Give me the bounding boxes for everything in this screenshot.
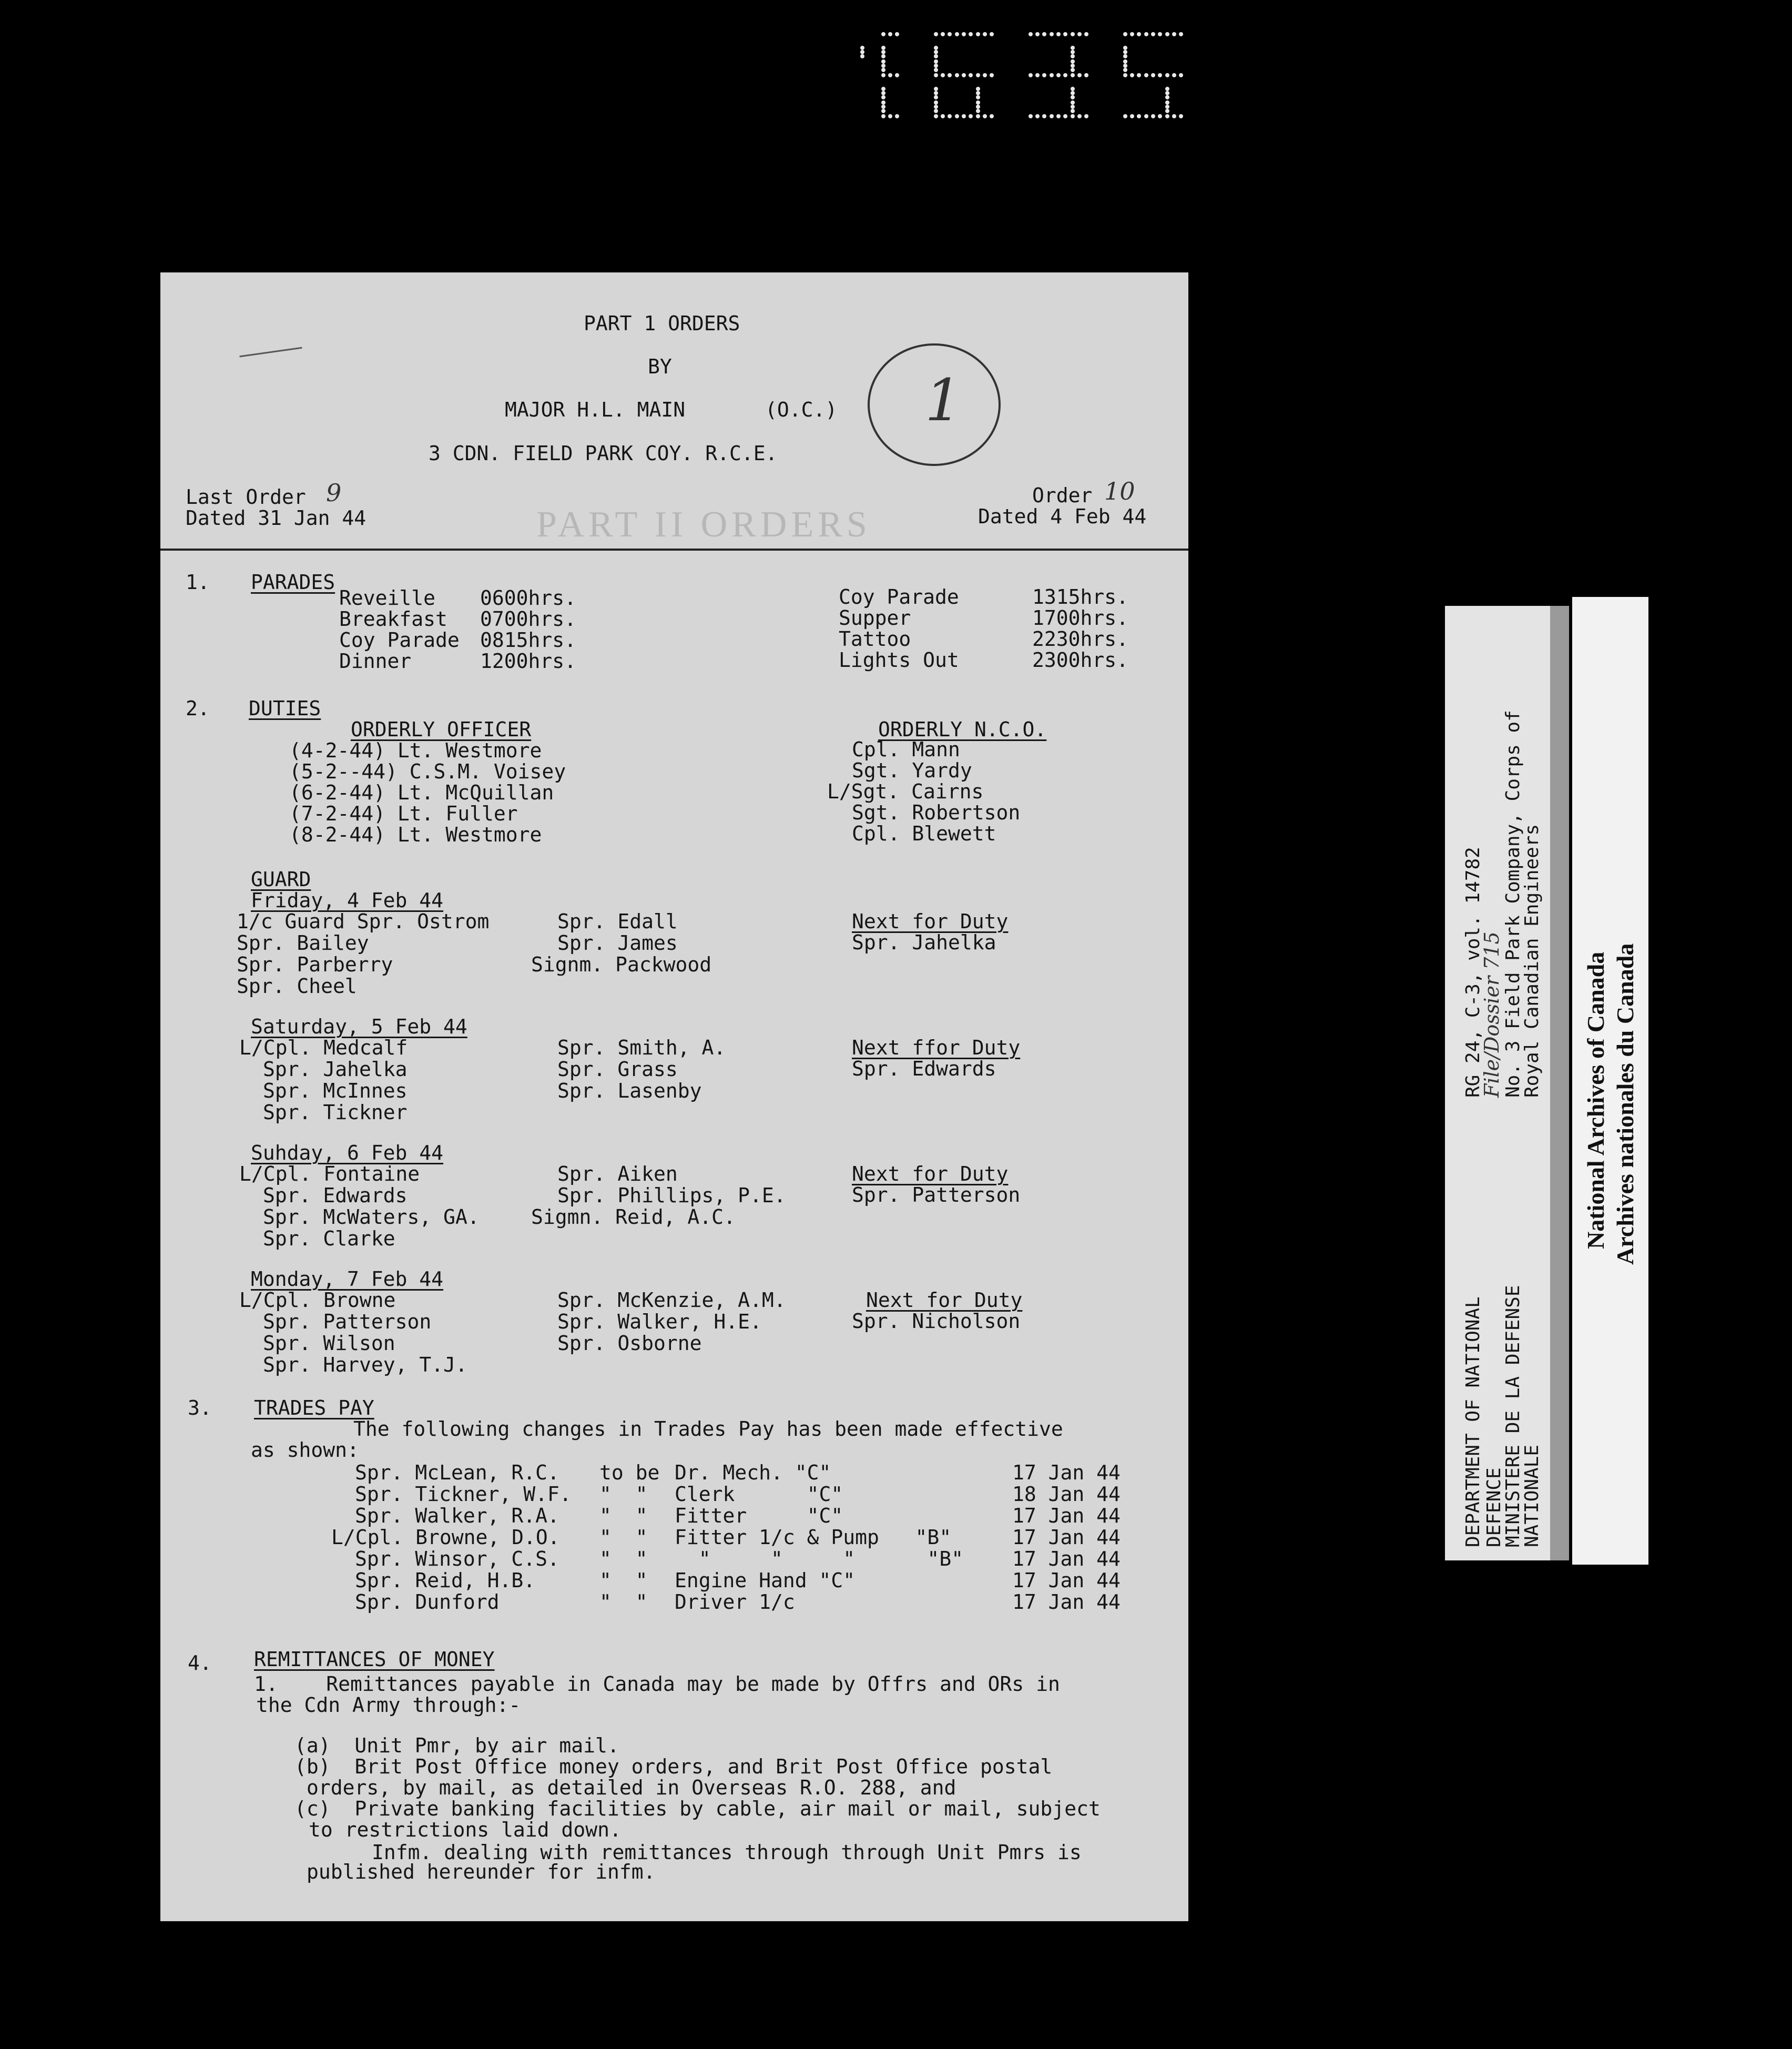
stamp-dot: [1179, 114, 1183, 118]
stamp-dot: [881, 105, 885, 109]
trades-pay-to-be: " ": [599, 1504, 648, 1527]
archives-logo-label: [1572, 597, 1648, 1565]
parade-time: 1700hrs.: [1032, 606, 1129, 630]
stamp-dot: [1144, 114, 1148, 118]
trades-pay-intro: The following changes in Trades Pay has been made effective: [353, 1417, 1063, 1441]
next-for-duty-label: Next for Duty: [852, 910, 1009, 933]
stamp-dot: [1063, 114, 1067, 118]
trades-pay-name: Spr. Winsor, C.S.: [355, 1547, 559, 1570]
trades-pay-name: Spr. McLean, R.C.: [355, 1461, 559, 1484]
parade-time: 1315hrs.: [1032, 585, 1129, 608]
stamp-dot: [1123, 50, 1127, 54]
orderly-nco-entry: Cpl. Blewett: [852, 822, 996, 845]
stamp-dot: [955, 114, 959, 118]
dept-line-4: NATIONALE: [1521, 1444, 1543, 1547]
parade-name: Supper: [839, 606, 911, 630]
orderly-officer-entry: (7-2-44) Lt. Fuller: [289, 802, 518, 825]
next-for-duty-name: Spr. Patterson: [852, 1183, 1021, 1206]
stamp-dot: [1123, 114, 1127, 118]
stamp-dot: [990, 114, 994, 118]
remittances-line: (c) Private banking facilities by cable, air mail or mail, subject: [294, 1797, 1101, 1820]
guard-member: Spr. Grass: [557, 1058, 678, 1081]
last-order-label: Last Order: [186, 485, 306, 509]
guard-member: Spr. Bailey: [237, 931, 369, 955]
next-for-duty-name: Spr. Edwards: [852, 1057, 996, 1080]
guard-member: Spr. McInnes: [263, 1079, 408, 1102]
stamp-dot: [881, 87, 885, 91]
stamp-dot: [1158, 32, 1162, 36]
stamp-dot: [976, 91, 980, 95]
stamp-dot: [1172, 73, 1176, 77]
guard-member: Signm. Packwood: [531, 953, 712, 976]
stamp-dot: [1172, 114, 1176, 118]
stamp-dot: [1123, 64, 1127, 68]
archives-name-fr: Archives nationales du Canada: [1612, 943, 1638, 1265]
trades-pay-trade: " " " "B": [675, 1547, 964, 1570]
stamp-dot: [976, 87, 980, 91]
stamp-dot: [881, 95, 885, 99]
stamp-dot: [1071, 109, 1075, 113]
parades-heading: PARADES: [251, 571, 335, 594]
order-date: Dated 4 Feb 44: [978, 505, 1147, 528]
guard-day-heading: Friday, 4 Feb 44: [251, 889, 444, 912]
pencil-mark: [239, 347, 302, 358]
stamp-dot: [1071, 95, 1075, 99]
stamp-dot: [1137, 73, 1141, 77]
stamp-dot: [881, 68, 885, 72]
stamp-dot: [934, 100, 938, 105]
stamp-dot: [1130, 114, 1134, 118]
trades-pay-trade: Driver 1/c: [675, 1590, 795, 1614]
stamp-dot: [1151, 114, 1155, 118]
trades-pay-trade: Dr. Mech. "C": [675, 1461, 831, 1484]
stamp-dot: [1071, 32, 1075, 36]
order-label: Order: [1032, 484, 1093, 507]
guard-member: Spr. Phillips, P.E.: [557, 1184, 786, 1207]
stamp-dot: [1144, 32, 1148, 36]
stamp-dot: [881, 73, 885, 77]
stamp-dot: [962, 114, 966, 118]
remittances-line: Infm. dealing with remittances through through Unit Pmrs is: [372, 1841, 1082, 1864]
stamp-dot: [895, 73, 899, 77]
stamp-dot: [962, 73, 966, 77]
archive-reference-card: [1445, 606, 1550, 1560]
commanding-officer: MAJOR H.L. MAIN: [505, 398, 686, 421]
parade-time: 0815hrs.: [480, 628, 577, 652]
guard-member: Spr. Aiken: [557, 1162, 678, 1185]
circled-number: 1: [868, 343, 1001, 466]
remittances-line: 1. Remittances payable in Canada may be made by Offrs and ORs in: [254, 1672, 1060, 1696]
stamp-dot: [1042, 73, 1046, 77]
guard-member: Spr. Clarke: [263, 1227, 395, 1250]
dept-line-2: DEFENCE: [1483, 1467, 1505, 1547]
guard-member: Spr. Smith, A.: [557, 1036, 726, 1059]
trades-pay-name: L/Cpl. Browne, D.O.: [331, 1526, 560, 1549]
stamp-dot: [1165, 91, 1169, 95]
stamp-dot: [976, 73, 980, 77]
header-divider: [160, 549, 1188, 551]
stamp-dot: [1056, 32, 1061, 36]
next-for-duty-name: Spr. Jahelka: [852, 931, 996, 954]
stamp-dot: [1165, 73, 1169, 77]
by-line: BY: [648, 355, 672, 378]
stamp-dot: [1056, 114, 1061, 118]
trades-pay-name: Spr. Dunford: [355, 1590, 500, 1614]
trades-pay-to-be: " ": [599, 1483, 648, 1506]
section-number-3: 3.: [188, 1396, 212, 1419]
next-for-duty-label: Next for Duty: [852, 1162, 1009, 1185]
guard-member: Spr. McWaters, GA.: [263, 1205, 480, 1229]
stamp-dot: [1165, 95, 1169, 99]
stamp-dot: [1035, 114, 1040, 118]
guard-member: Spr. Parberry: [237, 953, 393, 976]
stamp-dot: [1050, 73, 1054, 77]
stamp-dot: [983, 73, 987, 77]
remittances-line: the Cdn Army through:-: [256, 1693, 521, 1717]
record-group-ref: RG 24, C-3, vol. 14782: [1462, 847, 1484, 1098]
stamp-dot: [976, 109, 980, 113]
guard-day-heading: Saturday, 5 Feb 44: [251, 1015, 467, 1038]
stamp-dot: [1123, 32, 1127, 36]
stamp-dot: [881, 100, 885, 105]
guard-member: Spr. Tickner: [263, 1101, 408, 1124]
stamp-dot: [934, 95, 938, 99]
guard-heading: GUARD: [251, 868, 311, 891]
stamp-dot: [1137, 32, 1141, 36]
parade-time: 0600hrs.: [480, 586, 577, 610]
parade-time: 1200hrs.: [480, 650, 577, 673]
trades-pay-heading: TRADES PAY: [254, 1396, 374, 1419]
orderly-nco-entry: Sgt. Robertson: [852, 801, 1021, 824]
trades-pay-effective-date: 17 Jan 44: [1012, 1547, 1121, 1570]
guard-day-heading: Suhday, 6 Feb 44: [251, 1141, 444, 1164]
duties-heading: DUTIES: [249, 697, 321, 720]
stamp-dot: [1071, 87, 1075, 91]
stamp-dot: [1050, 32, 1054, 36]
ghost-form-text: PART II ORDERS: [536, 504, 871, 545]
stamp-dot: [860, 50, 864, 54]
stamp-dot: [881, 54, 885, 58]
guard-member: L/Cpl. Fontaine: [239, 1162, 420, 1185]
stamp-dot: [860, 46, 864, 50]
stamp-dot: [1144, 73, 1148, 77]
stamp-dot: [1077, 32, 1082, 36]
section-number-2: 2.: [186, 697, 210, 720]
guard-member: L/Cpl. Browne: [239, 1289, 396, 1312]
parade-time: 2230hrs.: [1032, 627, 1129, 651]
stamp-dot: [1071, 68, 1075, 72]
dept-line-1: DEPARTMENT OF NATIONAL: [1462, 1296, 1484, 1547]
sheet-number-text: [836, 29, 996, 35]
next-for-duty-label: Next ffor Duty: [852, 1036, 1021, 1059]
stamp-dot: [1071, 54, 1075, 58]
document-title: PART 1 ORDERS: [584, 312, 740, 335]
parade-name: Breakfast: [339, 607, 447, 631]
stamp-dot: [1179, 32, 1183, 36]
guard-member: Spr. James: [557, 931, 678, 955]
orderly-nco-entry: L/Sgt. Cairns: [827, 780, 984, 803]
stamp-dot: [888, 114, 892, 118]
stamp-dot: [948, 73, 952, 77]
trades-pay-effective-date: 17 Jan 44: [1012, 1590, 1121, 1614]
archives-name-en: National Archives of Canada: [1582, 951, 1609, 1249]
parade-name: Coy Parade: [339, 628, 460, 652]
last-order-number: 9: [326, 479, 342, 507]
stamp-dot: [934, 59, 938, 64]
guard-member: Spr. Patterson: [263, 1310, 432, 1333]
orderly-officer-entry: (5-2--44) C.S.M. Voisey: [289, 760, 566, 783]
trades-pay-trade: Clerk "C": [675, 1483, 843, 1506]
trades-pay-name: Spr. Tickner, W.F.: [355, 1483, 572, 1506]
stamp-dot: [1165, 32, 1169, 36]
stamp-dot: [976, 95, 980, 99]
trades-pay-to-be: " ": [599, 1569, 648, 1592]
stamp-dot: [990, 73, 994, 77]
stamp-dot: [1071, 114, 1075, 118]
stamp-dot: [934, 54, 938, 58]
orderly-officer-entry: (8-2-44) Lt. Westmore: [289, 823, 542, 846]
stamp-dot: [1063, 32, 1067, 36]
stamp-dot: [1071, 73, 1075, 77]
guard-member: Sigmn. Reid, A.C.: [531, 1205, 736, 1229]
stamp-dot: [976, 100, 980, 105]
stamp-dot: [1071, 64, 1075, 68]
stamp-dot: [934, 91, 938, 95]
stamp-dot: [934, 109, 938, 113]
stamp-dot: [1172, 32, 1176, 36]
stamp-dot: [895, 114, 899, 118]
orderly-nco-entry: Cpl. Mann: [852, 738, 960, 761]
stamp-dot: [941, 114, 945, 118]
stamp-dot: [1056, 73, 1061, 77]
trades-pay-trade: Fitter "C": [675, 1504, 843, 1527]
stamp-dot: [1165, 109, 1169, 113]
orderly-nco-heading: ORDERLY N.C.O.: [878, 718, 1047, 741]
guard-member: Spr. Jahelka: [263, 1058, 408, 1081]
stamp-dot: [1084, 73, 1088, 77]
guard-member: Spr. Lasenby: [557, 1079, 702, 1102]
stamp-dot: [1158, 73, 1162, 77]
stamp-dot: [1071, 100, 1075, 105]
trades-pay-effective-date: 17 Jan 44: [1012, 1504, 1121, 1527]
stamp-dot: [1035, 73, 1040, 77]
parade-name: Lights Out: [839, 648, 959, 672]
stamp-dot: [941, 73, 945, 77]
parade-name: Coy Parade: [839, 585, 959, 608]
stamp-dot: [1123, 59, 1127, 64]
stamp-dot: [881, 114, 885, 118]
stamp-dot: [1077, 73, 1082, 77]
stamp-dot: [934, 64, 938, 68]
stamp-dot: [881, 50, 885, 54]
stamp-dot: [983, 114, 987, 118]
stamp-dot: [1029, 114, 1033, 118]
orderly-officer-entry: (6-2-44) Lt. McQuillan: [289, 781, 554, 804]
guard-member: Spr. Osborne: [557, 1332, 702, 1355]
trades-pay-intro-2: as shown:: [251, 1438, 359, 1462]
last-order-date: Dated 31 Jan 44: [186, 506, 366, 530]
guard-member: Spr. Edall: [557, 910, 678, 933]
stamp-dot: [888, 73, 892, 77]
stamp-dot: [934, 68, 938, 72]
trades-pay-to-be: " ": [599, 1590, 648, 1614]
officer-role: (O.C.): [765, 398, 838, 421]
trades-pay-trade: Engine Hand "C": [675, 1569, 856, 1592]
stamp-dot: [1071, 105, 1075, 109]
stamp-dot: [881, 64, 885, 68]
stamp-dot: [1042, 32, 1046, 36]
stamp-dot: [1158, 114, 1162, 118]
stamp-dot: [1123, 54, 1127, 58]
stamp-dot: [1130, 32, 1134, 36]
stamp-dot: [976, 114, 980, 118]
stamp-dot: [976, 105, 980, 109]
orderly-nco-entry: Sgt. Yardy: [852, 759, 972, 782]
trades-pay-to-be: to be: [599, 1461, 660, 1484]
remittances-line: orders, by mail, as detailed in Overseas R.O. 288, and: [307, 1776, 956, 1799]
remittances-line: to restrictions laid down.: [309, 1818, 622, 1841]
section-number-4: 4.: [188, 1651, 212, 1675]
stamp-dot: [934, 50, 938, 54]
stamp-dot: [1071, 91, 1075, 95]
stamp-dot: [1165, 105, 1169, 109]
stamp-dot: [1123, 46, 1127, 50]
trades-pay-name: Spr. Reid, H.B.: [355, 1569, 536, 1592]
stamp-dot: [881, 46, 885, 50]
guard-member: Spr. Wilson: [263, 1332, 395, 1355]
stamp-dot: [1029, 32, 1033, 36]
stamp-dot: [881, 59, 885, 64]
stamp-dot: [1123, 73, 1127, 77]
file-title-line-1: No. 3 Field Park Company, Corps of: [1502, 710, 1524, 1098]
stamp-dot: [1151, 73, 1155, 77]
stamp-dot: [1179, 73, 1183, 77]
stamp-dot: [1084, 32, 1088, 36]
guard-day-heading: Monday, 7 Feb 44: [251, 1267, 444, 1291]
stamp-dot: [1165, 114, 1169, 118]
stamp-dot: [969, 114, 973, 118]
stamp-dot: [934, 73, 938, 77]
document-page: [160, 272, 1188, 1921]
trades-pay-effective-date: 17 Jan 44: [1012, 1526, 1121, 1549]
guard-member: L/Cpl. Medcalf: [239, 1036, 408, 1059]
stamp-dot: [948, 114, 952, 118]
parade-name: Tattoo: [839, 627, 911, 651]
stamp-dot: [1071, 46, 1075, 50]
remittances-heading: REMITTANCES OF MONEY: [254, 1648, 495, 1671]
stamp-dot: [1165, 87, 1169, 91]
stamp-dot: [1123, 68, 1127, 72]
file-dossier-ref: File/Dossier 715: [1480, 931, 1503, 1098]
trades-pay-to-be: " ": [599, 1526, 648, 1549]
trades-pay-effective-date: 17 Jan 44: [1012, 1569, 1121, 1592]
stamp-dot: [934, 87, 938, 91]
parade-time: 2300hrs.: [1032, 648, 1129, 672]
remittances-line: (b) Brit Post Office money orders, and Brit Post Office postal: [294, 1755, 1053, 1778]
orderly-officer-entry: (4-2-44) Lt. Westmore: [289, 739, 542, 762]
guard-member: Spr. McKenzie, A.M.: [557, 1289, 786, 1312]
trades-pay-trade: Fitter 1/c & Pump "B": [675, 1526, 952, 1549]
parade-name: Dinner: [339, 650, 412, 673]
guard-member: Spr. Harvey, T.J.: [263, 1353, 467, 1376]
stamp-dot: [955, 73, 959, 77]
next-for-duty-name: Spr. Nicholson: [852, 1310, 1021, 1333]
order-number: 10: [1104, 477, 1135, 505]
guard-member: 1/c Guard Spr. Ostrom: [237, 910, 490, 933]
stamp-dot: [934, 105, 938, 109]
parade-time: 0700hrs.: [480, 607, 577, 631]
stamp-dot: [1077, 114, 1082, 118]
stamp-dot: [1137, 114, 1141, 118]
next-for-duty-label: Next for Duty: [866, 1289, 1023, 1312]
stamp-dot: [1151, 32, 1155, 36]
remittances-line: published hereunder for infm.: [307, 1860, 656, 1883]
parade-name: Reveille: [339, 586, 436, 610]
orderly-officer-heading: ORDERLY OFFICER: [351, 718, 532, 741]
unit-name: 3 CDN. FIELD PARK COY. R.C.E.: [429, 442, 778, 465]
stamp-dot: [1029, 73, 1033, 77]
stamp-dot: [934, 114, 938, 118]
stamp-dot: [881, 109, 885, 113]
stamp-dot: [1071, 59, 1075, 64]
guard-member: Spr. Walker, H.E.: [557, 1310, 762, 1333]
stamp-dot: [1050, 114, 1054, 118]
section-number-1: 1.: [186, 571, 210, 594]
stamp-dot: [969, 73, 973, 77]
trades-pay-name: Spr. Walker, R.A.: [355, 1504, 559, 1527]
stamp-dot: [1165, 100, 1169, 105]
trades-pay-effective-date: 17 Jan 44: [1012, 1461, 1121, 1484]
file-title-line-2: Royal Canadian Engineers: [1521, 824, 1543, 1098]
guard-member: Spr. Edwards: [263, 1184, 408, 1207]
guard-member: Spr. Cheel: [237, 975, 357, 998]
stamp-dot: [1042, 114, 1046, 118]
stamp-dot: [860, 54, 864, 58]
stamp-dot: [1071, 50, 1075, 54]
label-divider-strip: [1550, 606, 1569, 1560]
stamp-dot: [1035, 32, 1040, 36]
stamp-dot: [1130, 73, 1134, 77]
stamp-dot: [881, 91, 885, 95]
trades-pay-effective-date: 18 Jan 44: [1012, 1483, 1121, 1506]
remittances-line: (a) Unit Pmr, by air mail.: [294, 1734, 619, 1757]
stamp-dot: [1063, 73, 1067, 77]
dept-line-3: MINISTERE DE LA DEFENSE: [1502, 1285, 1524, 1547]
trades-pay-to-be: " ": [599, 1547, 648, 1570]
stamp-dot: [934, 46, 938, 50]
stamp-dot: [1084, 114, 1088, 118]
